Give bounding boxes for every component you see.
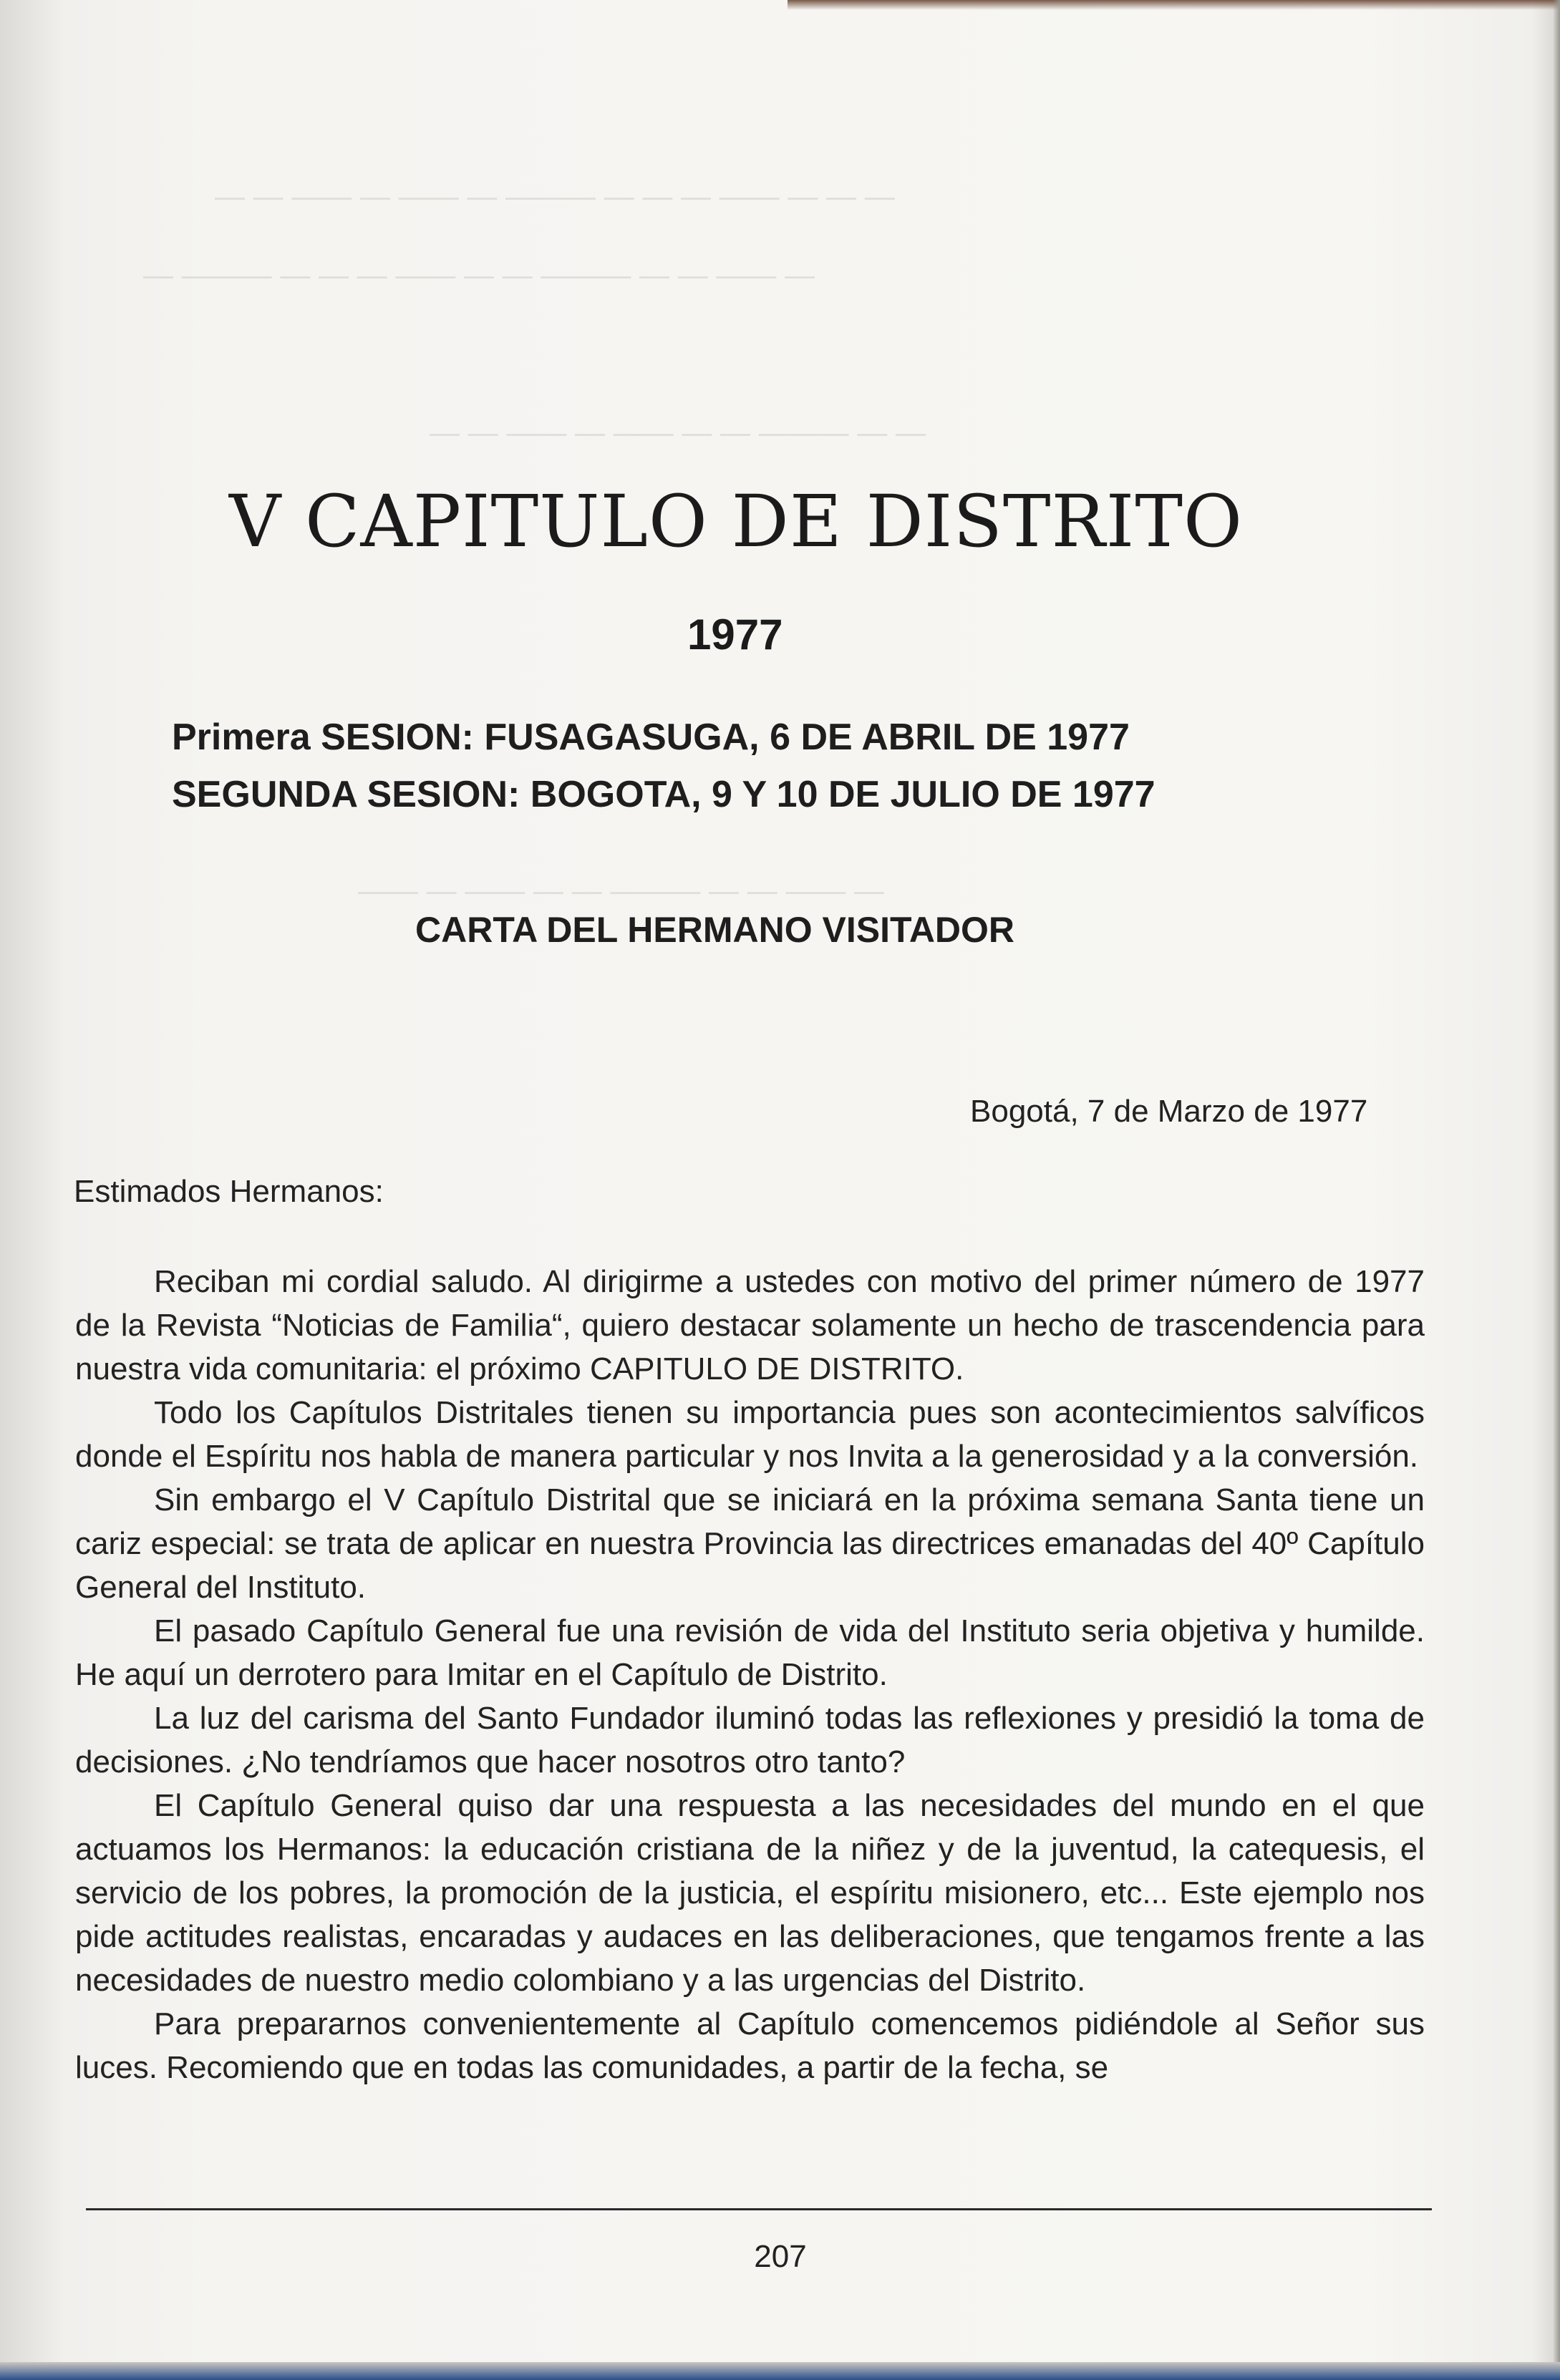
page-top-shadow — [788, 0, 1560, 10]
page-bottom-edge — [0, 2362, 1560, 2380]
session-first: Primera SESION: FUSAGASUGA, 6 DE ABRIL DE 1977 — [172, 717, 1130, 758]
session-second: SEGUNDA SESION: BOGOTA, 9 Y 10 DE JULIO DE 1977 — [172, 774, 1156, 815]
footer-divider — [86, 2208, 1432, 2210]
show-through-texture: — — — —— — — — ——— — —— — —— — — — [215, 179, 895, 213]
letter-salutation: Estimados Hermanos: — [74, 1174, 384, 1209]
show-through-texture: — — ——— — — —— — —— — — — [430, 415, 926, 449]
letter-subtitle: CARTA DEL HERMANO VISITADOR — [415, 910, 1015, 950]
page-number: 207 — [754, 2239, 807, 2274]
page-right-edge — [1553, 0, 1560, 2380]
show-through-texture: — —— — — ——— — — —— — — — ——— — — [143, 258, 815, 291]
document-year: 1977 — [687, 611, 783, 659]
body-paragraph: Sin embargo el V Capítulo Distrital que se iniciará en la próxima semana Santa tiene un cariz especial: se trata de aplicar en nuestra Provincia las directrices emanadas del 40º Capítulo General del Instituto. — [75, 1482, 1425, 1605]
body-paragraph: La luz del carisma del Santo Fundador iluminó todas las reflexiones y presidió la toma de decisiones. ¿No tendríamos que hacer nosotros otro tanto? — [75, 1701, 1425, 1779]
body-paragraph: Reciban mi cordial saludo. Al dirigirme a ustedes con motivo del primer número de 1977 de la Revista “Noticias de Familia“, quiero destacar solamente un hecho de trascendencia para nuestra vida comunitaria: el próximo CAPITULO DE DISTRITO. — [75, 1264, 1425, 1386]
show-through-texture: — —— — — ——— — — —— — —— — [358, 873, 885, 907]
body-paragraph: El Capítulo General quiso dar una respuesta a las necesidades del mundo en el que actuamos los Hermanos: la educación cristiana de la niñez y de la juventud, la catequesis, el servicio de los pobres, la promoción de la justicia, el espíritu misionero, etc... Este ejemplo nos pide actitudes realistas, encaradas y audaces en las deliberaciones, que tengamos frente a las necesidades de nuestro medio colombiano y a las urgencias del Distrito. — [75, 1788, 1425, 1998]
body-paragraph: Todo los Capítulos Distritales tienen su importancia pues son acontecimientos salvíficos donde el Espíritu nos habla de manera particular y nos Invita a la generosidad y a la conversión. — [75, 1395, 1425, 1474]
letter-body — [75, 1260, 1425, 2089]
letter-dateline: Bogotá, 7 de Marzo de 1977 — [970, 1094, 1368, 1129]
body-paragraph: El pasado Capítulo General fue una revisión de vida del Instituto seria objetiva y humilde. He aquí un derrotero para Imitar en el Capítulo de Distrito. — [75, 1613, 1425, 1692]
body-paragraph: Para prepararnos convenientemente al Capítulo comencemos pidiéndole al Señor sus luces. Recomiendo que en todas las comunidades, a partir de la fecha, se — [75, 2006, 1425, 2085]
document-title: V CAPITULO DE DISTRITO — [229, 480, 1243, 563]
